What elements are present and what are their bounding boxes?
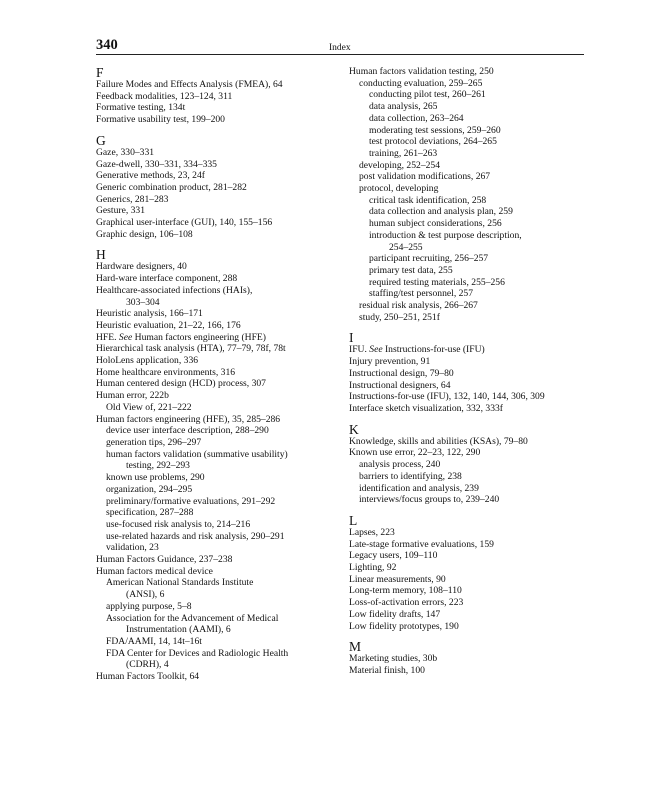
index-entry: HFE. See Human factors engineering (HFE) bbox=[96, 331, 266, 343]
index-entry: IFU. See Instructions-for-use (IFU) bbox=[349, 344, 485, 356]
section-letter: L bbox=[349, 512, 358, 528]
index-entry: Late-stage formative evaluations, 159 bbox=[349, 538, 494, 550]
section-gap bbox=[349, 632, 585, 640]
index-entry-continuation: 254–255 bbox=[389, 241, 423, 253]
index-entry: Injury prevention, 91 bbox=[349, 356, 431, 368]
index-subentry: residual risk analysis, 266–267 bbox=[359, 300, 478, 312]
index-subentry: American National Standards Institute bbox=[106, 577, 254, 589]
index-entry-continuation: (ANSI), 6 bbox=[126, 589, 165, 601]
see-reference: See bbox=[118, 331, 133, 343]
index-entry: Generative methods, 23, 24f bbox=[96, 170, 205, 182]
index-subentry: analysis process, 240 bbox=[359, 459, 441, 471]
index-subentry: FDA/AAMI, 14, 14t–16t bbox=[106, 635, 202, 647]
index-entry: Heuristic evaluation, 21–22, 166, 176 bbox=[96, 319, 241, 331]
section-letter: M bbox=[349, 639, 362, 655]
index-subentry: validation, 23 bbox=[106, 542, 159, 554]
index-entry: Graphical user-interface (GUI), 140, 155–156 bbox=[96, 217, 273, 229]
index-subentry: data analysis, 265 bbox=[369, 101, 438, 113]
index-entry: Heuristic analysis, 166–171 bbox=[96, 308, 203, 320]
index-subentry: post validation modifications, 267 bbox=[359, 171, 491, 183]
index-subentry: critical task identification, 258 bbox=[369, 194, 487, 206]
index-entry: Gaze, 330–331 bbox=[96, 146, 155, 158]
index-entry-continuation: 303–304 bbox=[126, 296, 160, 308]
index-subentry: training, 261–263 bbox=[369, 147, 438, 159]
index-column-right bbox=[349, 66, 585, 677]
index-entry: Gaze-dwell, 330–331, 334–335 bbox=[96, 158, 217, 170]
index-entry: Healthcare-associated infections (HAIs), bbox=[96, 284, 253, 296]
index-entry: Knowledge, skills and abilities (KSAs), 79–80 bbox=[349, 435, 528, 447]
index-subentry: required testing materials, 255–256 bbox=[369, 276, 505, 288]
index-entry-continuation: Instrumentation (AAMI), 6 bbox=[126, 624, 231, 636]
section-letter: K bbox=[349, 421, 359, 437]
index-entry: Low fidelity prototypes, 190 bbox=[349, 620, 459, 632]
index-entry: Hardware designers, 40 bbox=[96, 261, 187, 273]
index-entry: Human factors medical device bbox=[96, 565, 213, 577]
index-entry: Human factors validation testing, 250 bbox=[349, 66, 494, 77]
index-subentry: primary test data, 255 bbox=[369, 264, 453, 276]
index-subentry: protocol, developing bbox=[359, 183, 439, 195]
index-subentry: specification, 287–288 bbox=[106, 507, 194, 519]
index-entry: Instructional design, 79–80 bbox=[349, 367, 454, 379]
index-page bbox=[96, 34, 584, 754]
running-head: Index bbox=[329, 43, 351, 53]
index-subentry: data collection, 263–264 bbox=[369, 112, 464, 124]
see-reference: See bbox=[369, 344, 383, 356]
index-entry: Legacy users, 109–110 bbox=[349, 550, 438, 562]
index-entry: Human error, 222b bbox=[96, 390, 169, 402]
index-subentry: device user interface description, 288–290 bbox=[106, 425, 269, 437]
index-entry: HoloLens application, 336 bbox=[96, 355, 199, 367]
index-subentry: data collection and analysis plan, 259 bbox=[369, 206, 513, 218]
index-entry: Hierarchical task analysis (HTA), 77–79, 78f, 78t bbox=[96, 343, 286, 355]
index-entry: Human factors engineering (HFE), 35, 285–286 bbox=[96, 413, 281, 425]
index-entry: Human Factors Guidance, 237–238 bbox=[96, 554, 233, 566]
index-subentry: organization, 294–295 bbox=[106, 483, 193, 495]
index-entry: Instructional designers, 64 bbox=[349, 379, 451, 391]
index-entry: Linear measurements, 90 bbox=[349, 573, 446, 585]
index-entry: Failure Modes and Effects Analysis (FMEA), 64 bbox=[96, 79, 283, 90]
index-subentry: human factors validation (summative usability) bbox=[106, 448, 288, 460]
index-subentry: preliminary/formative evaluations, 291–292 bbox=[106, 495, 276, 507]
section-gap bbox=[96, 126, 332, 134]
index-subentry: interviews/focus groups to, 239–240 bbox=[359, 494, 500, 506]
index-entry: Generic combination product, 281–282 bbox=[96, 181, 247, 193]
index-entry-continuation: (CDRH), 4 bbox=[126, 659, 169, 671]
index-entry: Interface sketch visualization, 332, 333f bbox=[349, 402, 503, 414]
index-entry-continuation: testing, 292–293 bbox=[126, 460, 190, 472]
index-entry: Lighting, 92 bbox=[349, 562, 397, 574]
index-subentry: barriers to identifying, 238 bbox=[359, 470, 462, 482]
index-subentry: identification and analysis, 239 bbox=[359, 482, 479, 494]
section-letter: G bbox=[96, 132, 106, 148]
index-entry: Hard-ware interface component, 288 bbox=[96, 273, 238, 285]
index-subentry: participant recruiting, 256–257 bbox=[369, 253, 489, 265]
index-subentry: applying purpose, 5–8 bbox=[106, 600, 192, 612]
index-entry: Generics, 281–283 bbox=[96, 193, 169, 205]
section-gap bbox=[349, 415, 585, 423]
index-subentry: moderating test sessions, 259–260 bbox=[369, 124, 501, 136]
index-subentry: study, 250–251, 251f bbox=[359, 311, 440, 323]
index-subentry: use-focused risk analysis to, 214–216 bbox=[106, 518, 251, 530]
index-entry: Instructions-for-use (IFU), 132, 140, 144, 306, 309 bbox=[349, 391, 545, 403]
index-column-left bbox=[96, 66, 332, 683]
index-subentry: known use problems, 290 bbox=[106, 472, 205, 484]
section-gap bbox=[349, 506, 585, 514]
index-entry: Marketing studies, 30b bbox=[349, 653, 438, 665]
index-entry: Graphic design, 106–108 bbox=[96, 228, 193, 240]
section-letter: H bbox=[96, 247, 106, 263]
index-subentry: FDA Center for Devices and Radiologic Health bbox=[106, 647, 289, 659]
index-entry: Feedback modalities, 123–124, 311 bbox=[96, 90, 233, 102]
index-subentry: human subject considerations, 256 bbox=[369, 218, 502, 230]
index-entry: Gesture, 331 bbox=[96, 205, 146, 217]
index-entry: Known use error, 22–23, 122, 290 bbox=[349, 447, 481, 459]
index-entry: Low fidelity drafts, 147 bbox=[349, 608, 441, 620]
index-subentry: use-related hazards and risk analysis, 290–291 bbox=[106, 530, 285, 542]
index-entry: Loss-of-activation errors, 223 bbox=[349, 597, 464, 609]
index-entry: Human Factors Toolkit, 64 bbox=[96, 671, 200, 683]
index-subentry: generation tips, 296–297 bbox=[106, 436, 202, 448]
index-entry: Formative usability test, 199–200 bbox=[96, 114, 225, 126]
index-subentry: introduction & test purpose description, bbox=[369, 229, 522, 241]
index-subentry: Old View of, 221–222 bbox=[106, 401, 192, 413]
index-subentry: Association for the Advancement of Medical bbox=[106, 612, 279, 624]
index-subentry: conducting evaluation, 259–265 bbox=[359, 77, 483, 89]
page-number: 340 bbox=[96, 37, 118, 53]
index-subentry: test protocol deviations, 264–265 bbox=[369, 136, 497, 148]
index-entry: Formative testing, 134t bbox=[96, 102, 186, 114]
index-entry: Lapses, 223 bbox=[349, 526, 395, 538]
index-entry: Home healthcare environments, 316 bbox=[96, 366, 236, 378]
index-entry: Long-term memory, 108–110 bbox=[349, 585, 462, 597]
index-subentry: developing, 252–254 bbox=[359, 159, 441, 171]
section-gap bbox=[96, 240, 332, 248]
page-header bbox=[96, 34, 584, 55]
index-entry: Human centered design (HCD) process, 307 bbox=[96, 378, 266, 390]
index-entry: Material finish, 100 bbox=[349, 664, 425, 676]
index-subentry: conducting pilot test, 260–261 bbox=[369, 89, 486, 101]
section-gap bbox=[349, 323, 585, 331]
index-subentry: staffing/test personnel, 257 bbox=[369, 288, 474, 300]
section-letter: F bbox=[96, 65, 104, 80]
section-letter: I bbox=[349, 330, 354, 346]
